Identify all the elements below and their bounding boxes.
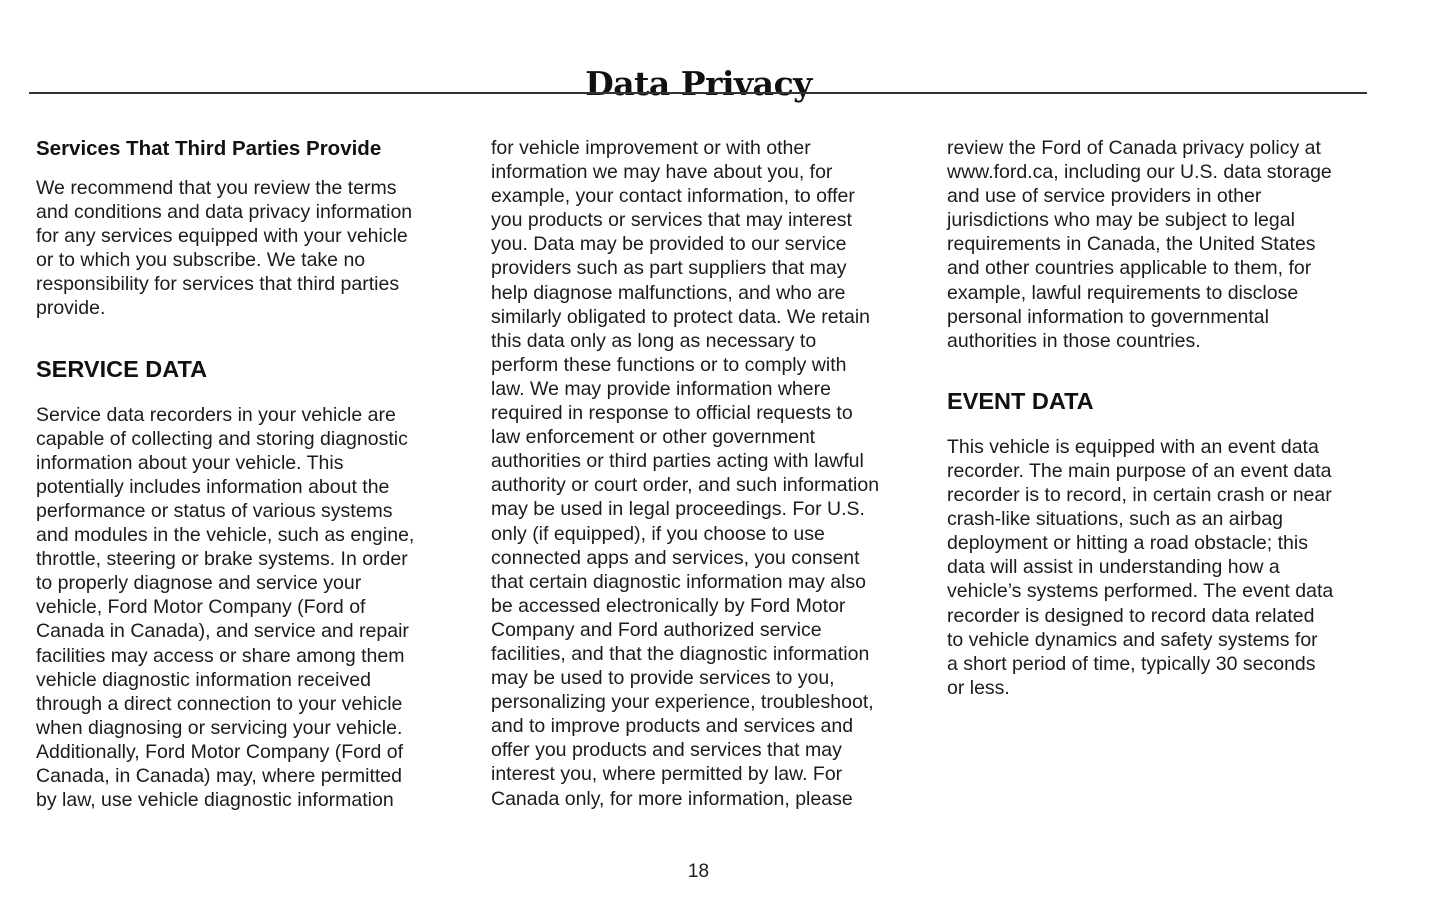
text-line: example, lawful requirements to disclose (947, 281, 1299, 304)
text-line: Company and Ford authorized service (491, 618, 822, 641)
text-line: law. We may provide information where (491, 377, 831, 400)
text-line: information we may have about you, for (491, 161, 833, 184)
text-line: and other countries applicable to them, for (947, 257, 1312, 280)
text-line: through a direct connection to your vehicle (36, 692, 403, 715)
text-line: to vehicle dynamics and safety systems for (947, 628, 1318, 651)
text-line: personalizing your experience, troubleshoot, (491, 691, 874, 714)
text-line: connected apps and services, you consent (491, 546, 860, 569)
text-line: authority or court order, and such information (491, 474, 880, 497)
text-line: Additionally, Ford Motor Company (Ford of (36, 740, 404, 763)
text-line: www.ford.ca, including our U.S. data storage (947, 161, 1332, 184)
paragraph-canada-privacy (947, 136, 1377, 353)
text-line: Canada in Canada), and service and repair (36, 620, 409, 643)
paragraph-event-data (947, 435, 1377, 700)
text-line: deployment or hitting a road obstacle; this (947, 532, 1308, 555)
text-line: may be used to provide services to you, (491, 667, 835, 690)
text-line: only (if equipped), if you choose to use (491, 522, 825, 545)
text-line: recorder is designed to record data related (947, 604, 1315, 627)
text-line: vehicle’s systems performed. The event data (947, 580, 1334, 603)
text-line: help diagnose malfunctions, and who are (491, 281, 846, 304)
text-line: recorder. The main purpose of an event data (947, 459, 1332, 482)
text-line: Service data recorders in your vehicle are (36, 403, 396, 426)
text-line: vehicle, Ford Motor Company (Ford of (36, 596, 366, 619)
text-line: responsibility for services that third parties (36, 273, 400, 296)
text-line: information about your vehicle. This (36, 451, 344, 474)
text-line: offer you products and services that may (491, 739, 842, 762)
text-line: this data only as long as necessary to (491, 329, 817, 352)
text-line: you. Data may be provided to our service (491, 233, 847, 256)
page-number: 18 (687, 861, 710, 882)
column-left (36, 136, 466, 812)
text-line: you products or services that may interest (491, 209, 852, 232)
text-line: law enforcement or other government (491, 426, 816, 449)
text-line: example, your contact information, to offer (491, 185, 855, 208)
text-line: be accessed electronically by Ford Motor (491, 594, 846, 617)
text-line: authorities in those countries. (947, 329, 1201, 352)
text-line: requirements in Canada, the United States (947, 233, 1316, 256)
text-line: may be used in legal proceedings. For U.S. (491, 498, 865, 521)
text-line: or to which you subscribe. We take no (36, 249, 366, 272)
page-title: Data Privacy (585, 64, 812, 104)
paragraph-service-data-continued (491, 136, 921, 811)
text-line: authorities or third parties acting with lawful (491, 450, 864, 473)
text-line: throttle, steering or brake systems. In order (36, 548, 408, 571)
column-right (947, 136, 1377, 700)
text-line: facilities may access or share among them (36, 644, 405, 667)
text-line: that certain diagnostic information may also (491, 570, 867, 593)
text-line: jurisdictions who may be subject to legal (947, 209, 1295, 232)
text-line: by law, use vehicle diagnostic information (36, 789, 394, 812)
text-line: interest you, where permitted by law. For (491, 763, 843, 786)
text-line: or less. (947, 676, 1010, 699)
text-line: and to improve products and services and (491, 715, 854, 738)
text-line: and conditions and data privacy information (36, 201, 413, 224)
text-line: providers such as part suppliers that may (491, 257, 847, 280)
text-line: Canada, in Canada) may, where permitted (36, 764, 402, 787)
text-line: a short period of time, typically 30 seconds (947, 652, 1316, 675)
paragraph-third-party-services (36, 176, 466, 321)
text-line: perform these functions or to comply with (491, 353, 847, 376)
text-line: recorder is to record, in certain crash or near (947, 484, 1332, 507)
title-divider (29, 92, 1367, 94)
section-heading-event-data: EVENT DATA (947, 387, 1094, 414)
text-line: to properly diagnose and service your (36, 572, 362, 595)
text-line: This vehicle is equipped with an event data (947, 435, 1319, 458)
text-line: and modules in the vehicle, such as engine, (36, 524, 415, 547)
text-line: for vehicle improvement or with other (491, 137, 811, 159)
text-line: and use of service providers in other (947, 185, 1262, 208)
text-line: required in response to official requests to (491, 402, 853, 425)
text-line: personal information to governmental (947, 305, 1269, 328)
text-line: performance or status of various systems (36, 499, 393, 522)
text-line: We recommend that you review the terms (36, 177, 397, 199)
text-line: vehicle diagnostic information received (36, 668, 371, 691)
text-line: data will assist in understanding how a (947, 556, 1280, 579)
text-line: crash-like situations, such as an airbag (947, 508, 1284, 531)
text-line: capable of collecting and storing diagnostic (36, 427, 408, 450)
column-middle (491, 136, 921, 811)
section-heading-service-data: SERVICE DATA (36, 355, 208, 382)
text-line: for any services equipped with your vehicle (36, 225, 408, 248)
text-line: potentially includes information about the (36, 475, 390, 498)
subheading-third-party-services: Services That Third Parties Provide (36, 137, 382, 160)
text-line: when diagnosing or servicing your vehicle. (36, 716, 403, 739)
paragraph-service-data (36, 403, 466, 813)
text-line: similarly obligated to protect data. We retain (491, 305, 870, 328)
text-line: review the Ford of Canada privacy policy at (947, 137, 1321, 159)
text-line: provide. (36, 297, 106, 320)
text-line: facilities, and that the diagnostic information (491, 642, 870, 665)
text-line: Canada only, for more information, please (491, 787, 853, 810)
